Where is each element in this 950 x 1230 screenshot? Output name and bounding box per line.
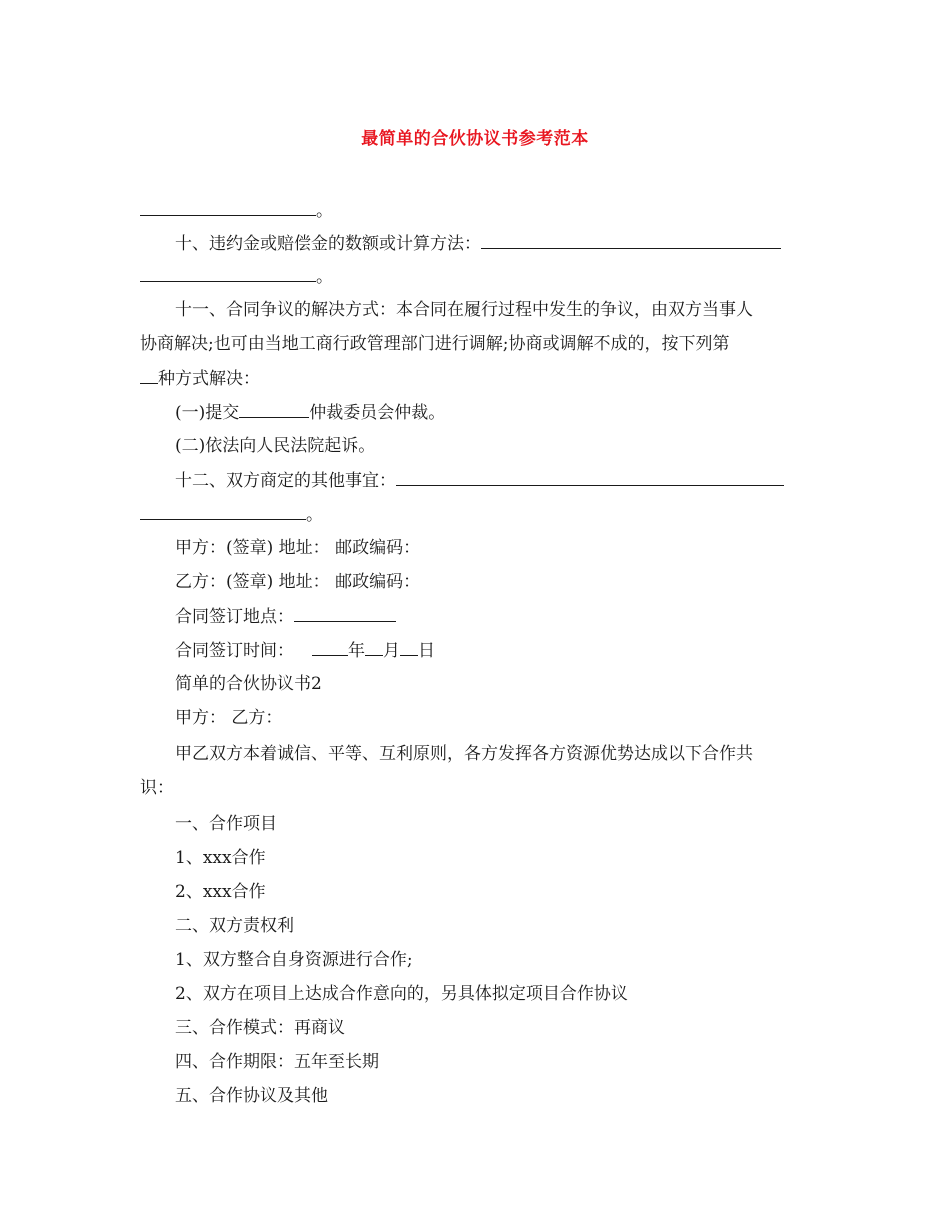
intro-paragraph-line2: 识：: [140, 778, 174, 798]
clause-twelve-continuation: 。: [140, 504, 812, 525]
item-one-sub-1: 1、xxx合作: [175, 848, 266, 868]
item-two-heading: 二、双方责权利: [175, 916, 294, 936]
blank-line: [400, 640, 418, 656]
document-title: 最简单的合伙协议书参考范本: [361, 129, 589, 149]
item-five: 五、合作协议及其他: [175, 1086, 328, 1106]
section-heading: 简单的合伙协议书2: [175, 674, 322, 694]
blank-line: [294, 606, 396, 622]
signing-date: 合同签订时间： 年 月 日: [175, 641, 435, 661]
item-two-sub-2: 2、双方在项目上达成合作意向的，另具体拟定项目合作协议: [175, 984, 628, 1004]
item-one-sub-2: 2、xxx合作: [175, 882, 266, 902]
clause-eleven-line2: 协商解决;也可由当地工商行政管理部门进行调解;协商或调解不成的，按下列第: [140, 334, 730, 354]
signing-place: 合同签订地点：: [175, 606, 847, 627]
clause-twelve: 十二、双方商定的其他事宜：: [175, 470, 847, 491]
parties-line: 甲方： 乙方：: [175, 708, 283, 728]
blank-line: [481, 233, 781, 249]
blank-line: [312, 640, 348, 656]
party-a-signature: 甲方：(签章) 地址： 邮政编码：: [175, 538, 421, 558]
item-one-heading: 一、合作项目: [175, 814, 277, 834]
blank-line: [140, 200, 316, 216]
clause-eleven-line3: 种方式解决：: [140, 368, 812, 389]
option-one: (一)提交 仲裁委员会仲裁。: [175, 403, 446, 423]
blank-line: [396, 470, 784, 486]
item-four: 四、合作期限：五年至长期: [175, 1052, 379, 1072]
blank-line: [140, 368, 158, 384]
party-b-signature: 乙方：(签章) 地址： 邮政编码：: [175, 572, 421, 592]
blank-line: [239, 402, 309, 418]
clause-ten-continuation: 。: [140, 266, 812, 287]
intro-paragraph: 甲乙双方本着诚信、平等、互利原则，各方发挥各方资源优势达成以下合作共: [175, 744, 753, 764]
item-three: 三、合作模式：再商议: [175, 1018, 345, 1038]
blank-line: [140, 504, 306, 520]
clause-ten: 十、违约金或赔偿金的数额或计算方法：: [175, 233, 847, 254]
option-two: (二)依法向人民法院起诉。: [175, 436, 376, 456]
clause-nine-continuation: 。: [140, 200, 812, 221]
blank-line: [140, 266, 316, 282]
blank-line: [365, 640, 383, 656]
item-two-sub-1: 1、双方整合自身资源进行合作;: [175, 950, 413, 970]
clause-eleven: 十一、合同争议的解决方式：本合同在履行过程中发生的争议，由双方当事人: [175, 300, 753, 320]
